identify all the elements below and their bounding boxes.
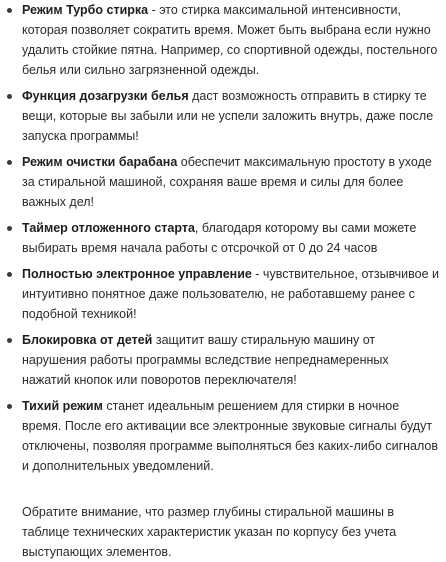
feature-name: Полностью электронное управление — [22, 267, 252, 281]
feature-item-child-lock — [0, 330, 446, 390]
feature-text: станет идеальным решением для стирки в ночное время. После его активации все электронные звуковые сигналы будут отключены, позволяя программе выполняться без каких-либо сигналов и дополнительных уведомлений. — [22, 399, 439, 473]
feature-item-quiet-mode — [0, 396, 446, 476]
feature-text: даст возможность отправить в стирку те вещи, которые вы забыли или не успели заложить внутрь, даже после запуска программы! — [22, 89, 434, 143]
feature-item-turbo-wash — [0, 0, 446, 80]
bullet-icon — [7, 404, 12, 409]
feature-name: Таймер отложенного старта — [22, 221, 195, 235]
feature-item-delay-timer — [0, 218, 446, 258]
bullet-icon — [7, 226, 12, 231]
bullet-icon — [7, 94, 12, 99]
feature-text: обеспечит максимальную простоту в уходе за стиральной машиной, сохраняя ваше время и силы для более важных дел! — [22, 155, 432, 209]
feature-item-drum-clean — [0, 152, 446, 212]
feature-item-electronic-control — [0, 264, 446, 324]
feature-name: Функция дозагрузки белья — [22, 89, 189, 103]
feature-name: Режим Турбо стирка — [22, 3, 149, 17]
depth-note: Обратите внимание, что размер глубины стиральной машины в таблице технических характеристик указан по корпусу без учета выступающих элементов. — [22, 505, 397, 559]
feature-text: , благодаря которому вы сами можете выбирать время начала работы с отсрочкой от 0 до 24 часов — [22, 221, 417, 255]
feature-name: Блокировка от детей — [22, 333, 153, 347]
feature-name: Тихий режим — [22, 399, 103, 413]
feature-text: защитит вашу стиральную машину от нарушения работы программы вследствие непреднамеренных нажатий кнопок или поворотов переключателя! — [22, 333, 389, 387]
bullet-icon — [7, 338, 12, 343]
bullet-icon — [7, 8, 12, 13]
feature-text: - это стирка максимальной интенсивности, которая позволяет сократить время. Может быть выбрана если нужно удалить стойкие пятна. Например, со спортивной одежды, постельного белья или сильно загрязненной одежды. — [22, 3, 438, 77]
feature-text: - чувствительное, отзывчивое и интуитивно понятное даже пользователю, не работавшему ранее с подобной техникой! — [22, 267, 440, 321]
feature-item-add-laundry — [0, 86, 446, 146]
bullet-icon — [7, 272, 12, 277]
bullet-icon — [7, 160, 12, 165]
feature-name: Режим очистки барабана — [22, 155, 178, 169]
